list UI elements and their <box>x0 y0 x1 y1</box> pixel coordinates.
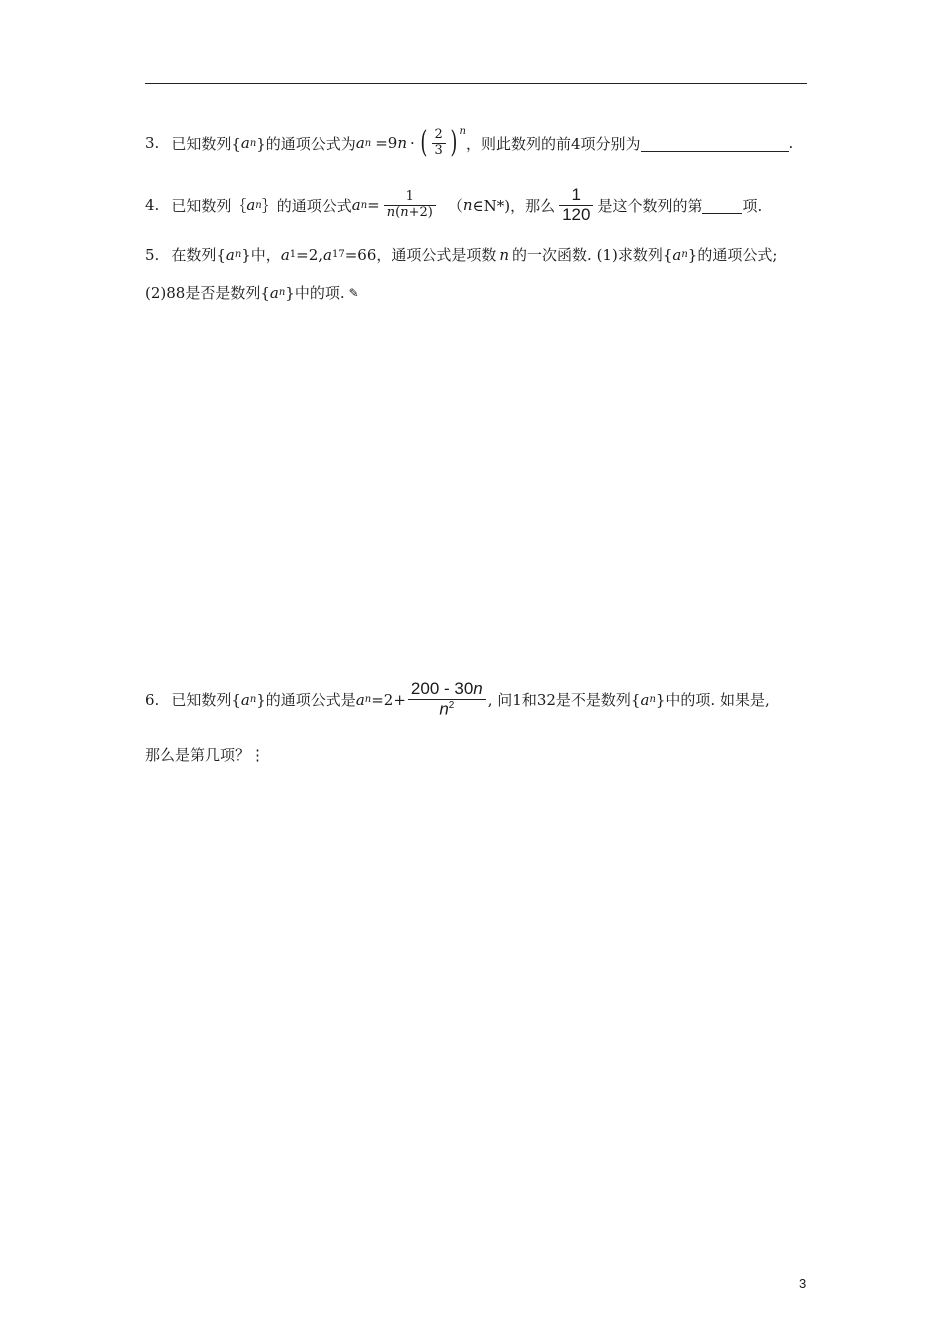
answer-blank[interactable] <box>641 135 789 152</box>
answer-blank[interactable] <box>702 197 742 214</box>
left-paren: ( <box>420 125 428 160</box>
question-6-line-2: 那么是第几项？⋮ <box>145 746 266 764</box>
fraction: $\frac{1}{120}$ <box>559 186 593 224</box>
formula: a n =9 n · ( $\frac{2}{3}$ ) $^n$ <box>355 125 466 160</box>
question-number: 3. <box>145 134 160 152</box>
question-5-line-2: (2)88是否是数列{ a n }中的项. ✎ <box>145 283 359 302</box>
fraction: $\frac{1}{n(n+2)}$ <box>384 190 436 220</box>
page-number: 3 <box>799 1276 807 1291</box>
header-rule <box>145 83 807 84</box>
question-3: 3. 已知数列{ a n }的通项公式为 a n =9 n · ( $\frac{2}{3}$ ) $^n$ ，则此数列的前4项分别为 . <box>145 125 794 160</box>
text: 已知数列{ <box>171 134 241 153</box>
question-number: 4. <box>145 196 160 215</box>
fraction: $\frac{2}{3}$ <box>432 128 446 158</box>
text: 已知数列｛ <box>171 196 247 215</box>
question-4: 4. 已知数列｛ a n ｝的通项公式 a n = $\frac{1}{n(n+2)}$ （ n ∈N*)，那么 $\frac{1}{120}$ 是这个数列的第 项. <box>145 185 763 224</box>
text: 项. <box>742 196 763 215</box>
right-paren: ) <box>450 125 458 160</box>
question-5-line-1: 5. 在数列{ a n }中， a 1 =2, a 17 =66，通项公式是项数 n 的一次函数. (1)求数列{ a n }的通项公式; <box>145 245 778 264</box>
text: ｝的通项公式 <box>261 196 352 215</box>
text: }的通项公式为 <box>256 134 356 153</box>
pen-mark-icon: ✎ <box>348 285 359 300</box>
text: 是这个数列的第 <box>597 196 703 215</box>
var-n: n <box>249 137 257 149</box>
question-number: 6. <box>145 690 160 709</box>
var-a: a <box>240 134 250 152</box>
text: ，则此数列的前4项分别为 <box>465 134 641 153</box>
question-6-line-1: 6. 已知数列{ a n }的通项公式是 a n =2+ $\frac{200 - 30n}{n^2}$ , 问1和32是不是数列{ a n }中的项. 如果是, <box>145 679 770 719</box>
fraction: $\frac{200 - 30n}{n^2}$ <box>408 680 486 719</box>
question-number: 5. <box>145 245 160 264</box>
